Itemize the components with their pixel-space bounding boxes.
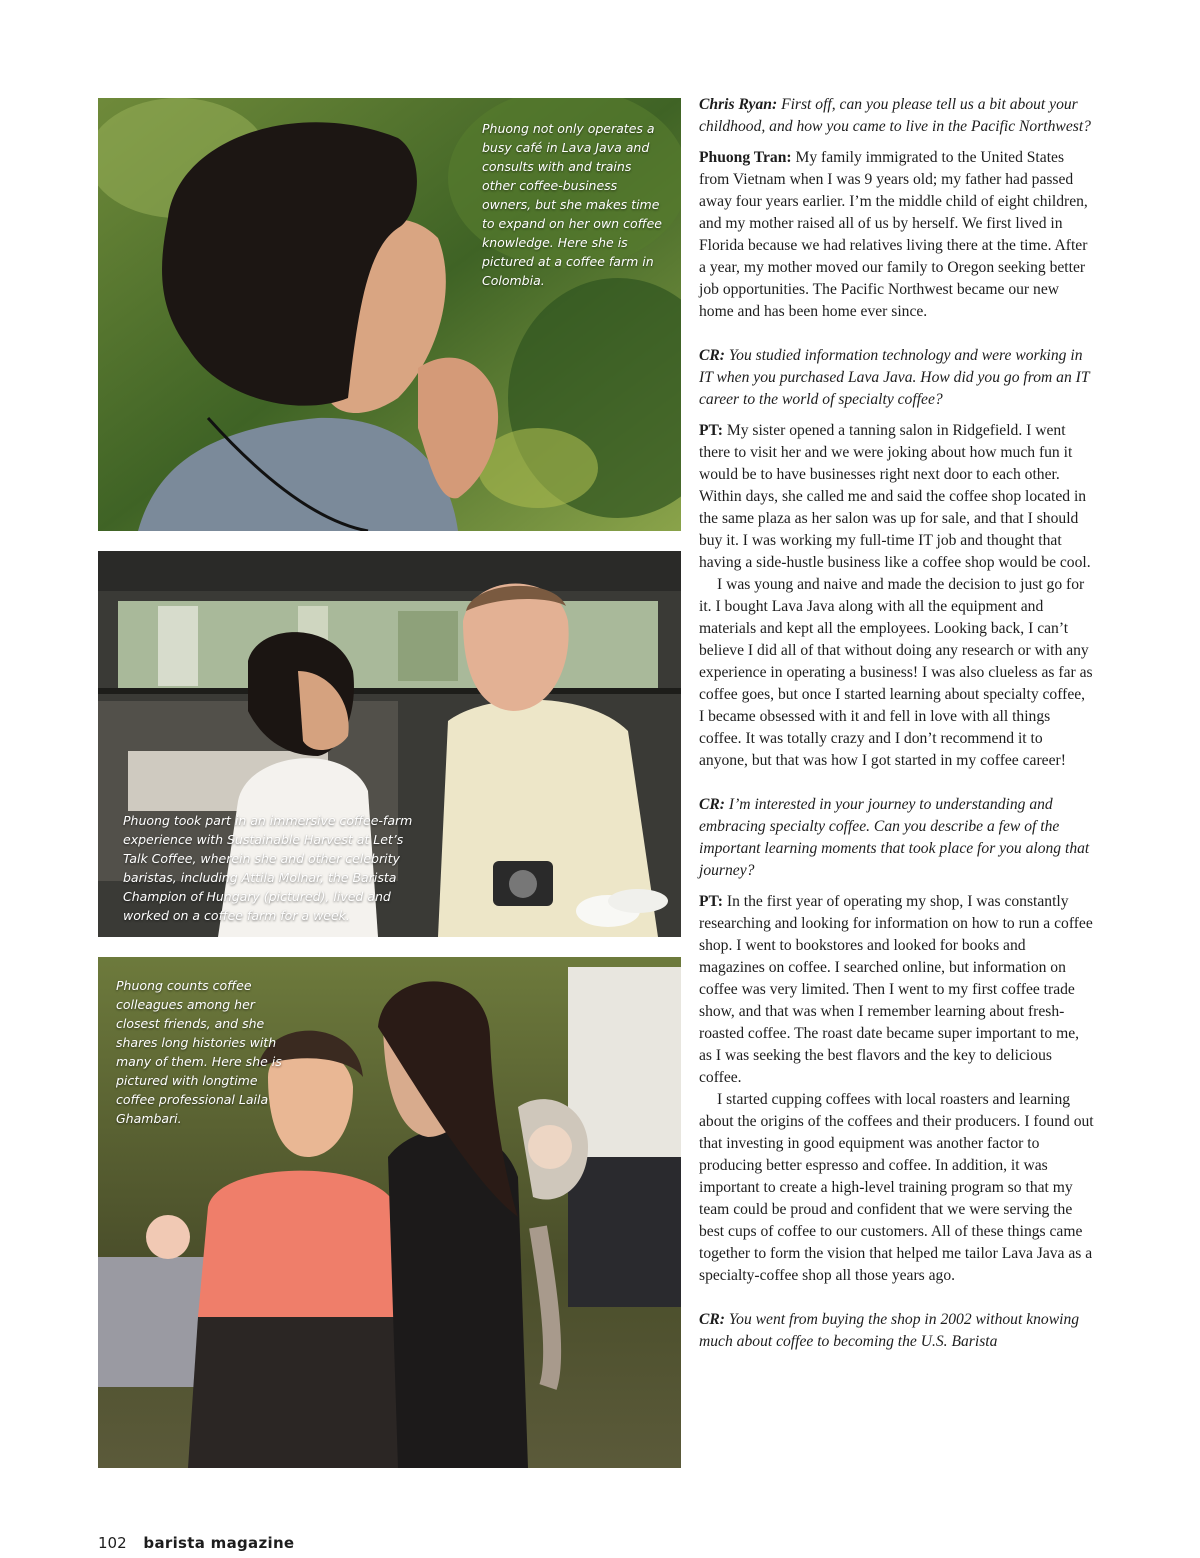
question-4 — [699, 1309, 1094, 1353]
photo-caption: Phuong took part in an immersive coffee-farm experience with Sustainable Harvest at Let’s Talk Coffee, wherein she and other celebrity baristas, including Attila Molnar, the Barista Champion of Hungary (pictured), lived and worked on a coffee farm for a week. — [123, 813, 413, 923]
question-text: I’m interested in your journey to understanding and embracing specialty coffee. Can you describe a few of the important learning moments that took place for you along that journey? — [699, 796, 1090, 879]
article-column — [699, 94, 1094, 1362]
speaker-label: CR: — [699, 796, 725, 813]
speaker-label: CR: — [699, 1311, 725, 1328]
answer-3-continued: I started cupping coffees with local roasters and learning about the origins of the coffees and their producers. I found out that investing in good equipment was another factor to producing better espresso and coffee. In addition, it was important to create a high-level training program so that my team could be proud and confident that we were serving the best cups of coffee to our customers. All of these things came together to form the vision that helped me tailor Lava Java as a specialty-coffee shop all those years ago. — [699, 1091, 1094, 1284]
magazine-name: barista magazine — [143, 1534, 295, 1552]
question-1 — [699, 94, 1094, 138]
answer-1 — [699, 147, 1094, 323]
answer-2-continued: I was young and naive and made the decision to just go for it. I bought Lava Java along with all the equipment and materials and kept all the employees. Looking back, I can’t believe I did all of that without doing any research or with any experience in operating a business! I was also clueless as far as coffee goes, but once I started learning about specialty coffee, I became obsessed with it and fell in love with all things coffee. It was totally crazy and I don’t recommend it to anyone, but that was how I got started in my coffee career! — [699, 576, 1093, 769]
answer-2 — [699, 420, 1094, 574]
photo-caption: Phuong not only operates a busy café in Lava Java and consults with and trains other coffee-business owners, but she makes time to expand on her own coffee knowledge. Here she is pictured at a coffee farm in Colombia. — [482, 121, 662, 288]
page-number: 102 — [98, 1534, 127, 1552]
question-text: You studied information technology and were working in IT when you purchased Lava Java. How did you go from an IT career to the world of specialty coffee? — [699, 347, 1090, 408]
speaker-label: CR: — [699, 347, 725, 364]
page-footer — [98, 1534, 294, 1552]
answer-text: My sister opened a tanning salon in Ridgefield. I went there to visit her and we were joking about how much fun it would be to have businesses right next door to each other. Within days, she called me and said the coffee shop located in the same plaza as her salon was up for sale, and that I should buy it. I was working my full-time IT job and thought that having a side-hustle business like a coffee shop would be cool. — [699, 422, 1091, 571]
answer-text: In the first year of operating my shop, I was constantly researching and looking for information on how to run a coffee shop. I went to bookstores and looked for books and magazines on coffee. I searched online, but information on coffee was very limited. Then I went to my first coffee trade show, and that was when I remember learning about fresh-roasted coffee. The roast date became super important to me, as I was seeking the best flavors and the key to delicious coffee. — [699, 893, 1093, 1086]
answer-text: My family immigrated to the United States from Vietnam when I was 9 years old; my father had passed away four years earlier. I’m the middle child of eight children, and my mother raised all of us by herself. We first lived in Florida because we had relatives living there at the time. After a year, my mother moved our family to Oregon seeking better job opportunities. The Pacific Northwest became our new home and has been home ever since. — [699, 149, 1088, 320]
photo-coffee-event — [98, 551, 681, 937]
speaker-label: PT: — [699, 422, 723, 439]
speaker-label: Phuong Tran: — [699, 149, 792, 166]
photo-coffee-farm — [98, 98, 681, 531]
question-3 — [699, 794, 1094, 882]
question-text: You went from buying the shop in 2002 without knowing much about coffee to becoming the U.S. Barista — [699, 1311, 1080, 1350]
photo-colleagues — [98, 957, 681, 1468]
speaker-label: Chris Ryan: — [699, 96, 778, 113]
question-text: First off, can you please tell us a bit about your childhood, and how you came to live in the Pacific Northwest? — [699, 96, 1091, 135]
photo-caption: Phuong counts coffee colleagues among her closest friends, and she shares long histories with many of them. Here she is pictured with longtime coffee professional Laila Ghambari. — [116, 978, 282, 1126]
speaker-label: PT: — [699, 893, 723, 910]
answer-3 — [699, 891, 1094, 1089]
question-2 — [699, 345, 1094, 411]
